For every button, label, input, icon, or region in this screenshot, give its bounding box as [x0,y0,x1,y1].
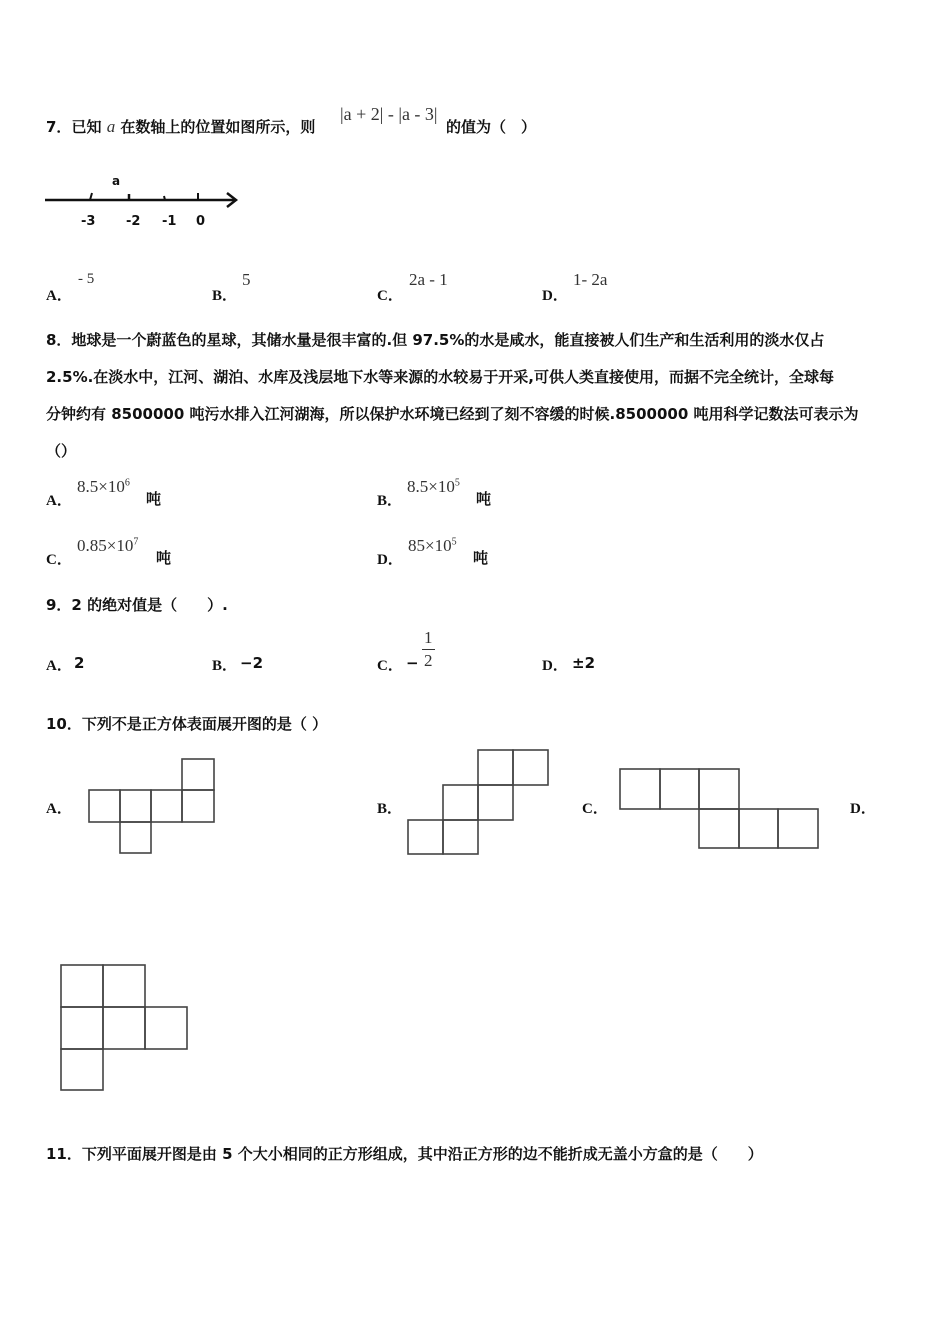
option-b-value: 5 [242,270,251,289]
option-c-value: 2a - 1 [409,270,448,289]
option-a-label: A． [46,801,72,817]
stem-text: 已知 [71,118,102,136]
option-a-value [77,477,130,497]
cube-net-c [619,767,823,852]
option-c-fraction [422,627,435,672]
question-8-line-2: 2.5%.在淡水中，江河、湖泊、水库及浅层地下水等来源的水较易于开采,可供人类直接使用，而据不完全统计，全球每 [46,368,835,386]
option-b-label: B． [377,801,403,817]
question-number: 7． [46,118,72,136]
question-10-stem: 10．下列不是正方体表面展开图的是（ ） [46,715,328,733]
tick-label: -3 [81,214,96,229]
option-a-label: A． [46,288,72,304]
tick-label: 0 [196,214,206,229]
numerator: 1 [422,627,435,650]
option-c-sign: − [406,654,419,672]
tick-label: -2 [126,214,141,229]
exponent: 7 [133,536,139,548]
option-d-label: D． [542,658,568,674]
exponent: 5 [454,477,460,489]
option-c-label: C． [582,801,608,817]
cube-net-a [88,758,218,856]
option-b-label: B． [212,658,238,674]
number-line-diagram [44,172,244,232]
option-a-value: 2 [74,654,85,672]
stem-text: 的值为（ ） [446,118,537,136]
option-d-label: D． [542,288,568,304]
unit-ton: 吨 [156,549,172,567]
unit-ton: 吨 [146,490,162,508]
option-b-value: −2 [240,654,264,672]
option-d-value: 1- 2a [573,270,608,289]
question-7-stem [46,116,315,137]
mantissa: 85×10 [408,536,452,555]
mantissa: 8.5×10 [407,477,455,496]
option-c-value [77,536,138,556]
mantissa: 8.5×10 [77,477,125,496]
math-expression: |a + 2| - |a - 3| [340,104,438,124]
question-11-stem: 11．下列平面展开图是由 5 个大小相同的正方形组成，其中沿正方形的边不能折成无盖小方盒的是（ ） [46,1145,763,1163]
option-b-label: B． [212,288,238,304]
question-8-line-1: 8．地球是一个蔚蓝色的星球，其储水量是很丰富的.但 97.5%的水是咸水，能直接被人们生产和生活利用的淡水仅占 [46,331,825,349]
point-label-a: a [112,174,121,188]
question-8-line-4: （） [46,442,77,460]
question-9-stem: 9．2 的绝对值是（ ）. [46,596,228,614]
option-a-label: A． [46,493,72,509]
cube-net-d [60,964,190,1094]
option-b-value [407,477,460,497]
option-a-label: A． [46,658,72,674]
option-d-value: ±2 [572,654,596,672]
option-d-value [408,536,457,556]
option-c-label: C． [377,658,403,674]
unit-ton: 吨 [476,490,492,508]
option-b-label: B． [377,493,403,509]
option-c-label: C． [377,288,403,304]
option-d-label: D． [850,801,876,817]
exponent: 6 [124,477,130,489]
tick-label: -1 [162,214,177,229]
unit-ton: 吨 [473,549,489,567]
question-8-line-3: 分钟约有 8500000 吨污水排入江河湖海，所以保护水环境已经到了刻不容缓的时候.8500000 吨用科学记数法可表示为 [46,405,859,423]
option-a-value: - 5 [78,271,95,287]
exponent: 5 [451,536,457,548]
denominator: 2 [424,651,433,670]
option-d-label: D． [377,552,403,568]
option-c-label: C． [46,552,72,568]
math-variable: a [106,117,116,136]
mantissa: 0.85×10 [77,536,134,555]
cube-net-b [407,749,552,859]
stem-text: 在数轴上的位置如图所示，则 [120,118,316,136]
